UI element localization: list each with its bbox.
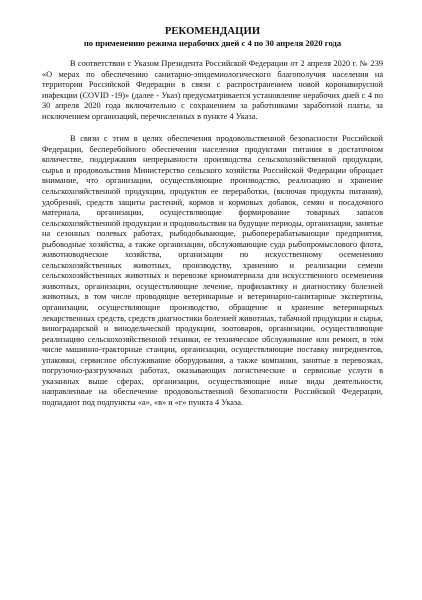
paragraph-2: В связи с этим в целях обеспечения продовольственной безопасности Российской Федерации, бесперебойного обеспечения населения продуктами питания в достаточном количестве, поддержания непрерывности производства сельскохозяйственной продукции, сырья и продовольствия Министерство сельского хозяйства Российской Федерации обращает внимание, что организации, осуществляющие производство, реализацию и хранение сельскохозяйственной продукции, продуктов ее переработки, (включая продукты питания), удобрений, средств защиты растений, кормов и кормовых добавок, семян и посадочного материала, организации, осуществляющие формирование товарных запасов сельскохозяйственной продукции и продовольствия на будущие периоды, организации, занятые на сезонных полевых работах, рыбодобывающие, рыбоперерабатывающие предприятия, рыбоводные хозяйства, а также организации, обслуживающие суда рыбопромыслового флота, животноводческие хозяйства, организации по искусственному осеменению сельскохозяйственных животных, производству, хранению и реализации семени сельскохозяйственных животных и перевозке криоматериала для искусственного осеменения животных, организации, осуществляющие лечение, профилактику и диагностику болезней животных, в том числе проводящие ветеринарные и ветеринарно-санитарные экспертизы, организации, осуществляющие производство, обращение и хранение ветеринарных лекарственных средств, средств диагностики болезней животных, табачной продукции и сырья, виноградарской и винодельческой продукции, зоотоваров, организации, осуществляющие реализацию сельскохозяйственной техники, ее техническое обслуживание или ремонт, в том числе машинно-тракторные станции, организации, осуществляющие поставку ингредиентов, упаковки, сервисное обслуживание оборудования, а также компании, занятые в перевозках, погрузочно-разгрузочных работах, оказывающих логистические и сервисные услуги в указанных выше сферах, организации, осуществляющие иные виды деятельности, направленные на обеспечение продовольственной безопасности Российской Федерации, подпадают под подпункты «а», «в» и «г» пункта 4 Указа.	[42, 134, 383, 407]
document-title: РЕКОМЕНДАЦИИ	[164, 26, 261, 37]
document-subtitle: по применению режима нерабочих дней с 4 по 30 апреля 2020 года	[83, 38, 342, 48]
paragraph-1: В соответствии с Указом Президента Российской Федерации от 2 апреля 2020 г. № 239 «О мерах по обеспечению санитарно-эпидемиологического благополучия населения на территории Российской Федерации в связи с распространением новой коронавирусной инфекции (COVID -19)» (далее - Указ) предусматривается установление нерабочих дней с 4 по 30 апреля 2020 года включительно с сохранением за работниками заработной платы, за исключением организаций, перечисленных в пункте 4 Указа.	[42, 59, 383, 121]
paragraph-gap	[42, 122, 383, 134]
